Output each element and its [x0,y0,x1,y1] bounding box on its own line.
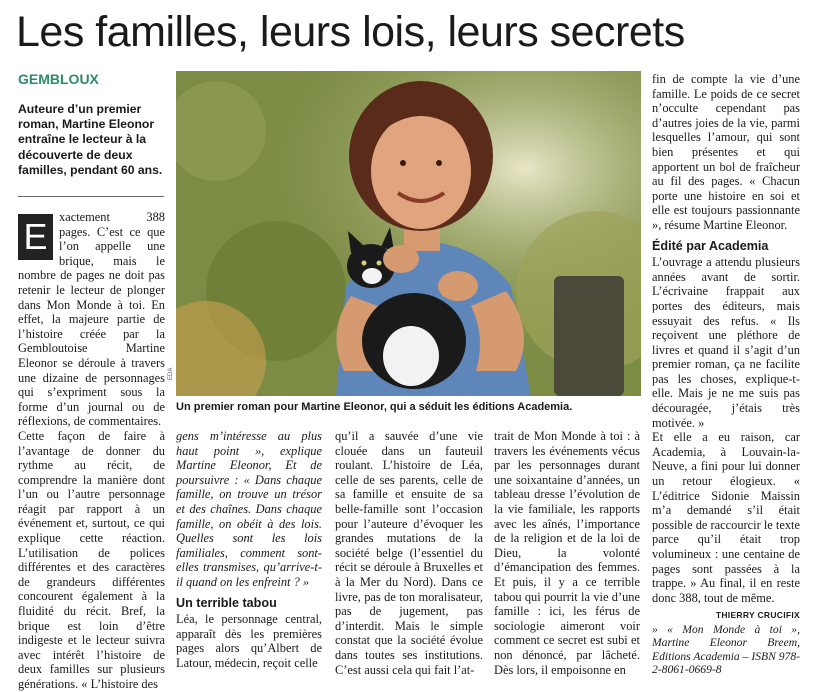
subheading: Un terrible tabou [176,595,277,610]
paragraph: E xactement 388 pages. C’est ce que l’on appelle une brique, mais le nombre de pages ne doit pas retenir le lecteur de plonger dans Mon Monde à toi. En effet, la majeure partie de l’histoire créée par la Gembloutoise Martine Eleonor se déroule à travers une dizaine de personnages qui s’expriment sous la forme d’un journal ou de réflexions, de commentaires. [18,210,165,429]
paragraph: L’ouvrage a attendu plusieurs années avant de sortir. L’écrivaine frappait aux portes des éditeurs, mais essuyait des refus. « Ils reçoivent une pléthore de livres et quand il s’agit d’un premier roman, ça ne facilite pas les choses, explique-t-elle. Mais je ne me suis pas découragée, j’étais très motivée. » [652,255,800,430]
headline: Les familles, leurs lois, leurs secrets [16,8,685,56]
book-reference: » « Mon Monde à toi », Martine Eleonor Breem, Editions Academia – ISBN 978-2-8061-0669-8 [652,622,800,677]
paragraph: Et elle a eu raison, car Academia, à Louvain-la-Neuve, a fini pour lui donner un retour élogieux. « L’éditrice Sidonie Maissin m’a demandé s’il était possible de raccourcir le texte parce qu’il était trop volumineux : une centaine de pages sont passées à la trappe. » Au final, il en reste donc 388, tout de même. [652,430,800,605]
lead-paragraph: Auteure d’un premier roman, Martine Eleonor entraîne le lecteur à la découverte de deux familles, pendant 60 ans. [18,102,163,177]
paragraph: fin de compte la vie d’une famille. Le poids de ce secret n’occulte cependant pas d’autres joies de la vie, parmi lesquelles l’amour, qui sont bien présentes et qui apportent un bol de fraîcheur au fil des pages. « Chacun porte une histoire en soi et elle est toujours passionnante », résume Martine Eleonor. [652,72,800,232]
article-column-3 [335,429,483,677]
paragraph: qu’il a sauvée d’une vie clouée dans un fauteuil roulant. L’histoire de Léa, celle de ses parents, celle de sa famille et ensuite de sa belle-famille sont l’occasion pour l’auteure d’évoquer les grandes mutations de la société belge (l’essentiel du récit se déroule à Bruxelles et à la Mer du Nord). Dans ce livre, pas de ton moralisateur, pas de jugement, pas d’interdit. Mais le simple constat que la société évolue dans toutes ses institutions. C’est aussi cela qui fait l’at- [335,429,483,677]
article-column-4 [494,429,640,677]
paragraph: trait de Mon Monde à toi : à travers les événements vécus par les personnages durant une soixantaine d’années, un tableau dresse l’évolution de la vie familiale, les rapports avec les aînés, l’importance de la religion et de la loi de Dieu, la volonté d’émancipation des femmes. Et puis, il y a ce terrible tabou qui pourrit la vie d’une famille : ici, les férus de sociologie aimeront voir comment ce secret est subi et non dénoncé, par lâcheté. Dès lors, il empoisonne en [494,429,640,677]
subheading: Édité par Academia [652,238,769,253]
location-label: GEMBLOUX [18,71,99,87]
author-photo-illustration [176,71,641,396]
author-photo [176,71,641,396]
photo-credit: EDA [168,367,174,380]
paragraph: Léa, le personnage central, apparaît dès les premières pages alors qu’Albert de Latour, médecin, reçoit celle [176,612,322,670]
article-column-2 [176,429,322,671]
article-column-5 [652,72,800,677]
author-byline: THIERRY CRUCIFIX [715,610,800,621]
divider [18,196,164,197]
drop-cap: E [18,214,53,260]
article-column-1 [18,210,165,692]
paragraph: gens m’intéresse au plus haut point », explique Martine Eleonor, Et de poursuivre : « Dans chaque famille, on trouve un trésor et des chaînes. Dans chaque famille, on obéit à des lois. Quelles sont les lois familiales, comment sont-elles transmises, qu’arrive-t-il quand on les enfreint ? » [176,429,322,589]
photo-caption: Un premier roman pour Martine Eleonor, qui a séduit les éditions Academia. [176,401,573,413]
paragraph: Cette façon de faire à l’avantage de donner du rythme au récit, de comprendre la manière dont l’un ou l’autre personnage réagit par rapport à un événement et, surtout, ce qui explique cette réaction. L’utilisation de polices différentes et des caractères de grandeurs différentes concourent également à la fluidité du récit. Bref, la brique est loin d’être indigeste et le lecteur suivra avec intérêt l’histoire de deux familles sur plusieurs générations. « L’histoire des [18,428,165,691]
